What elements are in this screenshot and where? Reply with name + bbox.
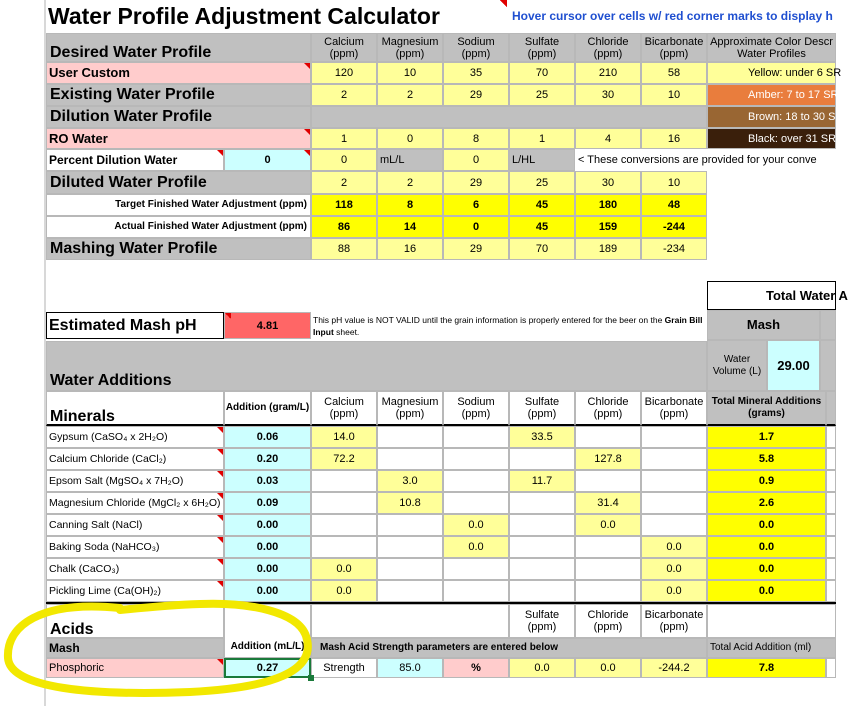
mashing-sulfate: 70: [509, 238, 575, 260]
col-calcium: Calcium (ppm): [311, 33, 377, 62]
total-acid-value: 7.8: [707, 658, 826, 678]
mineral-sodium: [443, 492, 509, 514]
desired-chloride[interactable]: 210: [575, 62, 641, 84]
mineral-bicarbonate: 0.0: [641, 558, 707, 580]
mineral-name: Epsom Salt (MgSO₄ x 7H₂O): [46, 470, 224, 492]
dilution-profile-label: Dilution Water Profile: [46, 106, 311, 128]
mashing-sodium: 29: [443, 238, 509, 260]
mineral-total: 2.6: [707, 492, 826, 514]
mineral-name: Pickling Lime (Ca(OH)₂): [46, 580, 224, 602]
mashing-profile-label: Mashing Water Profile: [46, 238, 311, 260]
mineral-col-chloride: Chloride (ppm): [575, 391, 641, 426]
existing-bicarbonate: 10: [641, 84, 707, 106]
next-column-cell: [826, 536, 836, 558]
mineral-bicarbonate: [641, 514, 707, 536]
next-column-cell: [826, 658, 836, 678]
mineral-chloride: [575, 426, 641, 448]
color-brown: Brown: 18 to 30 SR: [707, 106, 836, 128]
mineral-addition-input[interactable]: 0.00: [224, 558, 311, 580]
mineral-calcium: 14.0: [311, 426, 377, 448]
mineral-sodium: 0.0: [443, 514, 509, 536]
total-mineral-header: Total Mineral Additions (grams): [707, 391, 826, 426]
mineral-magnesium: [377, 580, 443, 602]
mineral-calcium: 0.0: [311, 558, 377, 580]
dilution-calcium: 1: [311, 128, 377, 149]
actual-sulfate: 45: [509, 216, 575, 238]
acid-strength-input[interactable]: 85.0: [377, 658, 443, 678]
mineral-total: 0.0: [707, 536, 826, 558]
acid-chloride: 0.0: [575, 658, 641, 678]
acid-type-select[interactable]: Phosphoric: [46, 658, 224, 678]
mineral-addition-input[interactable]: 0.00: [224, 580, 311, 602]
next-column-cell: [826, 448, 836, 470]
mash-ph-number: 4.81: [256, 319, 279, 332]
mineral-addition-input[interactable]: 0.20: [224, 448, 311, 470]
mashing-bicarbonate: -234: [641, 238, 707, 260]
conversion-note: < These conversions are provided for your conve: [575, 149, 836, 171]
mineral-magnesium: 10.8: [377, 492, 443, 514]
target-sodium: 6: [443, 194, 509, 216]
mineral-sulfate: [509, 558, 575, 580]
color-yellow: Yellow: under 6 SR: [707, 62, 836, 84]
mineral-sulfate: [509, 492, 575, 514]
col-magnesium: Magnesium (ppm): [377, 33, 443, 62]
mash-ph-value: [224, 312, 311, 339]
target-adjustment-label: Target Finished Water Adjustment (ppm): [46, 194, 311, 216]
comment-marker: [500, 0, 507, 7]
mineral-name: Canning Salt (NaCl): [46, 514, 224, 536]
desired-bicarbonate[interactable]: 58: [641, 62, 707, 84]
acid-mash-label: Mash: [46, 638, 224, 658]
mineral-sulfate: [509, 580, 575, 602]
diluted-sulfate: 25: [509, 171, 575, 194]
existing-sodium: 29: [443, 84, 509, 106]
page-title: Water Profile Adjustment Calculator: [48, 3, 440, 29]
profile-select[interactable]: User Custom: [46, 62, 311, 84]
existing-profile-label: Existing Water Profile: [46, 84, 311, 106]
percent-dilution-label: Percent Dilution Water: [46, 149, 224, 171]
acid-col-chloride: Chloride (ppm): [575, 604, 641, 638]
acid-header-blank: [311, 604, 509, 638]
grain-bill-link[interactable]: Grain Bill Input: [313, 315, 703, 337]
mineral-bicarbonate: 0.0: [641, 580, 707, 602]
dilution-bicarbonate: 16: [641, 128, 707, 149]
mineral-magnesium: [377, 558, 443, 580]
water-volume-input[interactable]: 29.00: [767, 340, 820, 391]
dilution-sulfate: 1: [509, 128, 575, 149]
dilution-chloride: 4: [575, 128, 641, 149]
mineral-chloride: 127.8: [575, 448, 641, 470]
next-column-fill: [820, 340, 836, 391]
acid-col-bicarbonate: Bicarbonate (ppm): [641, 604, 707, 638]
col-sodium: Sodium (ppm): [443, 33, 509, 62]
mineral-col-magnesium: Magnesium (ppm): [377, 391, 443, 426]
mineral-addition-header: Addition (gram/L): [224, 391, 311, 426]
mash-column-header: Mash: [707, 310, 820, 340]
mineral-magnesium: [377, 426, 443, 448]
mineral-sodium: [443, 426, 509, 448]
mash-ph-label: Estimated Mash pH: [46, 312, 224, 339]
conv-l-value: 0: [443, 149, 509, 171]
desired-magnesium[interactable]: 10: [377, 62, 443, 84]
mineral-chloride: [575, 580, 641, 602]
acid-bicarbonate: -244.2: [641, 658, 707, 678]
mineral-total: 0.0: [707, 558, 826, 580]
mineral-calcium: 72.2: [311, 448, 377, 470]
next-column-cell: [826, 580, 836, 602]
target-bicarbonate: 48: [641, 194, 707, 216]
percent-dilution-input[interactable]: 0: [224, 149, 311, 171]
water-additions-header: Water Additions: [46, 341, 707, 391]
mineral-total: 5.8: [707, 448, 826, 470]
mineral-chloride: 0.0: [575, 514, 641, 536]
mineral-sulfate: [509, 448, 575, 470]
mineral-col-sulfate: Sulfate (ppm): [509, 391, 575, 426]
acid-param-note: Mash Acid Strength parameters are entered below: [311, 638, 707, 658]
col-sulfate: Sulfate (ppm): [509, 33, 575, 62]
desired-profile-header: Desired Water Profile: [46, 33, 311, 62]
dilution-magnesium: 0: [377, 128, 443, 149]
mineral-bicarbonate: [641, 492, 707, 514]
acid-addition-input[interactable]: 0.27: [224, 658, 311, 678]
target-calcium: 118: [311, 194, 377, 216]
dilution-sodium: 8: [443, 128, 509, 149]
next-column-cell: [826, 470, 836, 492]
desired-sodium[interactable]: 35: [443, 62, 509, 84]
mineral-bicarbonate: [641, 448, 707, 470]
minerals-header: Minerals: [46, 391, 224, 426]
mash-ph-note-a: This pH value is NOT VALID until the grain information is properly entered for the beer on the: [313, 315, 665, 325]
mineral-addition-input[interactable]: 0.03: [224, 470, 311, 492]
desired-sulfate[interactable]: 70: [509, 62, 575, 84]
mineral-total: 0.9: [707, 470, 826, 492]
existing-chloride: 30: [575, 84, 641, 106]
acid-sulfate: 0.0: [509, 658, 575, 678]
acid-col-sulfate: Sulfate (ppm): [509, 604, 575, 638]
actual-magnesium: 14: [377, 216, 443, 238]
next-column-cell: [826, 558, 836, 580]
mineral-name: Gypsum (CaSO₄ x 2H₂O): [46, 426, 224, 448]
acid-strength-label: Strength: [311, 658, 377, 678]
target-magnesium: 8: [377, 194, 443, 216]
mineral-name: Baking Soda (NaHCO₃): [46, 536, 224, 558]
actual-bicarbonate: -244: [641, 216, 707, 238]
mineral-name: Magnesium Chloride (MgCl₂ x 6H₂O): [46, 492, 224, 514]
target-chloride: 180: [575, 194, 641, 216]
mineral-calcium: [311, 536, 377, 558]
mineral-bicarbonate: [641, 470, 707, 492]
color-black: Black: over 31 SR: [707, 128, 836, 149]
next-column-cell: [826, 492, 836, 514]
mineral-sodium: [443, 470, 509, 492]
actual-adjustment-label: Actual Finished Water Adjustment (ppm): [46, 216, 311, 238]
actual-chloride: 159: [575, 216, 641, 238]
diluted-profile-label: Diluted Water Profile: [46, 171, 311, 194]
mineral-total: 1.7: [707, 426, 826, 448]
mineral-calcium: 0.0: [311, 580, 377, 602]
mineral-magnesium: [377, 536, 443, 558]
mineral-sodium: 0.0: [443, 536, 509, 558]
desired-calcium[interactable]: 120: [311, 62, 377, 84]
diluted-sodium: 29: [443, 171, 509, 194]
next-column-header: [820, 310, 836, 340]
diluted-bicarbonate: 10: [641, 171, 707, 194]
total-acid-label: Total Acid Addition (ml): [707, 638, 836, 658]
mineral-addition-input[interactable]: 0.09: [224, 492, 311, 514]
mineral-magnesium: [377, 448, 443, 470]
mineral-calcium: [311, 492, 377, 514]
dilution-header-fill: [311, 106, 707, 128]
existing-magnesium: 2: [377, 84, 443, 106]
mineral-col-sodium: Sodium (ppm): [443, 391, 509, 426]
mashing-magnesium: 16: [377, 238, 443, 260]
acids-header: Acids: [46, 604, 224, 638]
mineral-chloride: [575, 536, 641, 558]
col-chloride: Chloride (ppm): [575, 33, 641, 62]
mineral-col-calcium: Calcium (ppm): [311, 391, 377, 426]
mashing-chloride: 189: [575, 238, 641, 260]
acid-header-blank-2: [707, 604, 836, 638]
highlight-annotation: [0, 596, 320, 706]
mineral-calcium: [311, 470, 377, 492]
color-description-header: Approximate Color Descr Water Profiles: [707, 33, 836, 62]
mineral-chloride: [575, 558, 641, 580]
conv-ml-value: 0: [311, 149, 377, 171]
mash-ph-note: [313, 314, 705, 338]
mineral-sulfate: 33.5: [509, 426, 575, 448]
existing-sulfate: 25: [509, 84, 575, 106]
next-column-cell: [826, 514, 836, 536]
diluted-magnesium: 2: [377, 171, 443, 194]
mineral-addition-input[interactable]: 0.00: [224, 514, 311, 536]
next-column-fill-2: [826, 391, 836, 426]
mashing-calcium: 88: [311, 238, 377, 260]
mineral-total: 0.0: [707, 580, 826, 602]
acid-addition-header: Addition (mL/L): [224, 604, 311, 658]
actual-sodium: 0: [443, 216, 509, 238]
mineral-magnesium: [377, 514, 443, 536]
mineral-bicarbonate: 0.0: [641, 536, 707, 558]
mineral-addition-input[interactable]: 0.00: [224, 536, 311, 558]
diluted-chloride: 30: [575, 171, 641, 194]
color-amber: Amber: 7 to 17 SR: [707, 84, 836, 106]
mineral-sulfate: 11.7: [509, 470, 575, 492]
mineral-calcium: [311, 514, 377, 536]
mineral-magnesium: 3.0: [377, 470, 443, 492]
mineral-chloride: [575, 470, 641, 492]
actual-calcium: 86: [311, 216, 377, 238]
dilution-water-select[interactable]: RO Water: [46, 128, 311, 149]
col-bicarbonate: Bicarbonate (ppm): [641, 33, 707, 62]
total-water-header: Total Water A: [707, 281, 836, 310]
mineral-sodium: [443, 558, 509, 580]
mash-ph-note-c: sheet.: [333, 327, 360, 337]
hover-hint: Hover cursor over cells w/ red corner marks to display h: [512, 9, 833, 23]
existing-calcium: 2: [311, 84, 377, 106]
mineral-addition-input[interactable]: 0.06: [224, 426, 311, 448]
conv-ml-unit: mL/L: [377, 149, 443, 171]
mineral-total: 0.0: [707, 514, 826, 536]
conv-l-unit: L/HL: [509, 149, 575, 171]
mineral-sodium: [443, 580, 509, 602]
mineral-name: Calcium Chloride (CaCl₂): [46, 448, 224, 470]
target-sulfate: 45: [509, 194, 575, 216]
next-column-cell: [826, 426, 836, 448]
mineral-sodium: [443, 448, 509, 470]
diluted-calcium: 2: [311, 171, 377, 194]
highlight-stroke: [8, 604, 308, 693]
mineral-sulfate: [509, 514, 575, 536]
mineral-name: Chalk (CaCO₃): [46, 558, 224, 580]
mineral-bicarbonate: [641, 426, 707, 448]
mineral-chloride: 31.4: [575, 492, 641, 514]
water-volume-label: Water Volume (L): [707, 340, 767, 391]
mineral-sulfate: [509, 536, 575, 558]
acid-strength-unit: %: [443, 658, 509, 678]
mineral-col-bicarbonate: Bicarbonate (ppm): [641, 391, 707, 426]
